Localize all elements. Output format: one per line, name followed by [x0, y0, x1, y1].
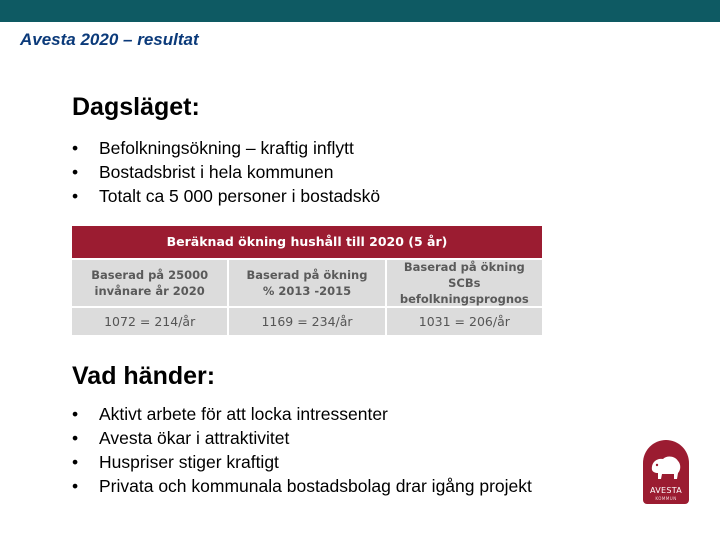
bullet-item: • Totalt ca 5 000 personer i bostadskö	[72, 186, 381, 206]
table-title: Beräknad ökning hushåll till 2020 (5 år)	[72, 226, 542, 258]
logo-wordmark: AVESTA	[649, 486, 683, 495]
section-heading-status: Dagsläget:	[72, 93, 200, 121]
avesta-kommun-logo	[643, 440, 689, 504]
table-cell: 1072 = 214/år	[104, 313, 196, 329]
actions-bullet-list	[72, 402, 532, 498]
table-cell: 1031 = 206/år	[385, 308, 542, 335]
top-accent-bar	[0, 0, 720, 22]
bullet-item: • Avesta ökar i attraktivitet	[72, 428, 290, 448]
table-cell: 1169 = 234/år	[227, 308, 384, 335]
table-header-row	[72, 260, 542, 306]
bullet-dot: •	[72, 186, 79, 206]
bullet-dot: •	[72, 404, 79, 424]
bullet-item: • Befolkningsökning – kraftig inflytt	[72, 138, 354, 158]
bullet-dot: •	[72, 452, 79, 472]
bullet-item: • Huspriser stiger kraftigt	[72, 452, 279, 472]
table-column-header: Baserad på ökning % 2013 -2015	[227, 260, 384, 306]
bullet-dot: •	[72, 428, 79, 448]
table-row	[72, 308, 542, 335]
table-column-header: Baserad på 25000 invånare år 2020	[91, 268, 209, 298]
section-heading-actions: Vad händer:	[72, 362, 216, 390]
slide-title: Avesta 2020 – resultat	[20, 30, 199, 49]
bullet-item: • Aktivt arbete för att locka intressenter	[72, 404, 388, 424]
table-column-header: Baserad på ökning SCBs befolkningsprognos	[385, 260, 542, 306]
bullet-item: • Bostadsbrist i hela kommunen	[72, 162, 334, 182]
bullet-dot: •	[72, 476, 79, 496]
logo-subtitle: KOMMUN	[655, 496, 677, 501]
status-bullet-list	[72, 136, 380, 208]
bison-icon	[649, 450, 683, 482]
bullet-dot: •	[72, 162, 79, 182]
household-forecast-table	[72, 226, 542, 335]
bullet-item: • Privata och kommunala bostadsbolag drar igång projekt	[72, 476, 532, 496]
bullet-dot: •	[72, 138, 79, 158]
